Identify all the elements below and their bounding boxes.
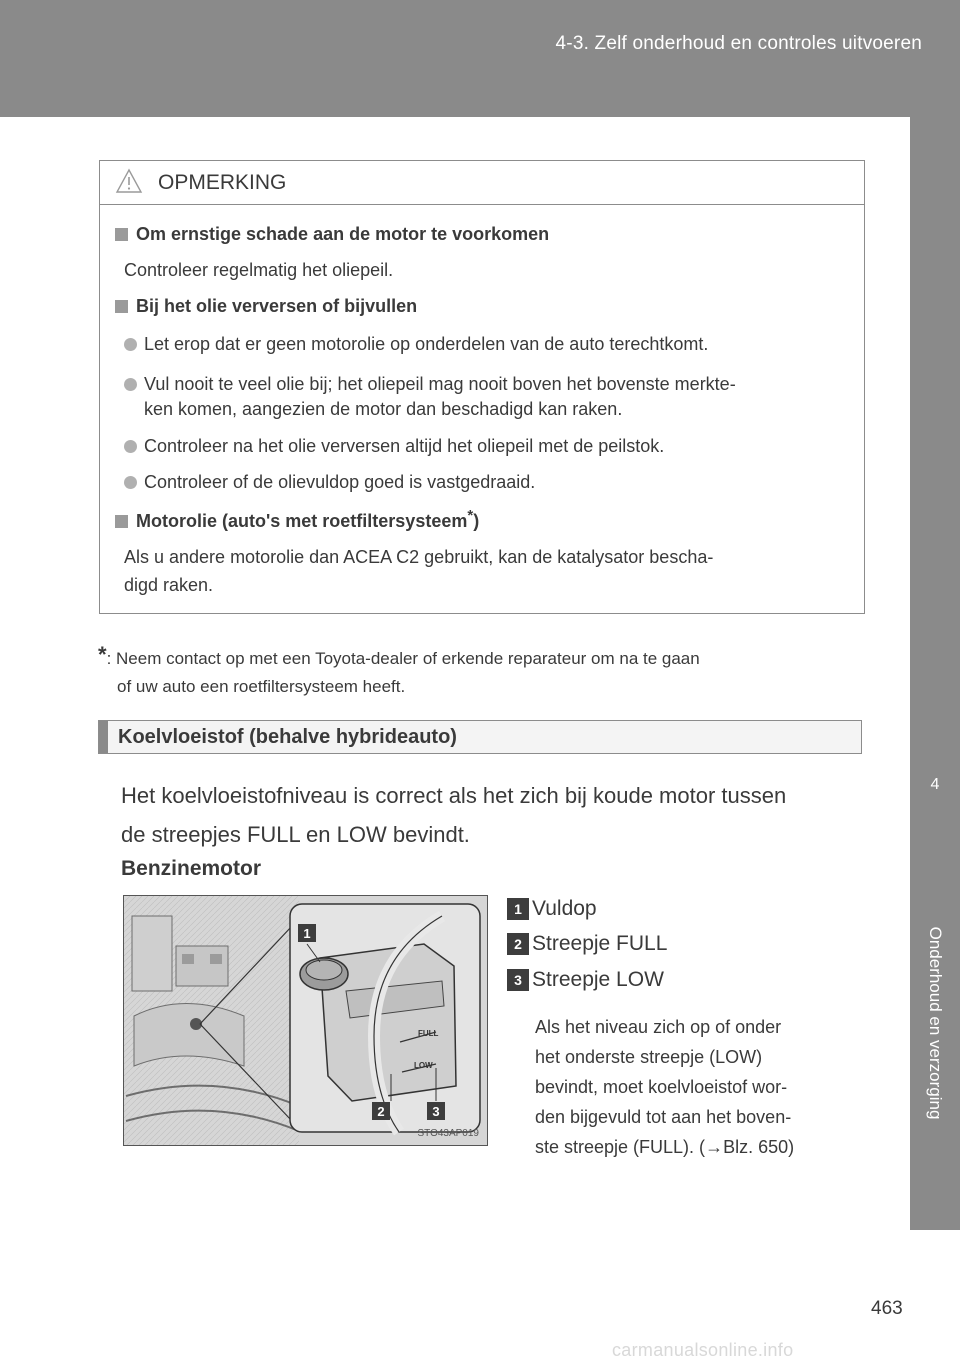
paragraph-line: de streepjes FULL en LOW bevindt.: [121, 822, 470, 847]
engine-bay-drawing: [124, 896, 488, 1146]
watermark: carmanualsonline.info: [612, 1340, 794, 1360]
notice-text: Als u andere motorolie dan ACEA C2 gebruikt, kan de katalysator bescha-: [124, 547, 714, 567]
paragraph-line: Het koelvloeistofniveau is correct als het zich bij koude motor tussen: [121, 783, 787, 808]
page-number: 463: [871, 1298, 903, 1319]
footnote-line: of uw auto een roetfiltersysteem heeft.: [117, 677, 406, 696]
round-bullet-icon: [124, 476, 137, 489]
header-band: [0, 0, 960, 117]
notice-bullet: Controleer of de olievuldop goed is vastgedraaid.: [124, 466, 856, 498]
legend-label: Streepje FULL: [532, 932, 668, 955]
notice-bullet-continued: ken komen, aangezien de motor dan beschadigd kan raken.: [144, 399, 623, 419]
notice-box: [99, 160, 865, 614]
section-paragraph: [121, 776, 861, 854]
notice-text: digd raken.: [124, 575, 214, 595]
notice-bullet: Vul nooit te veel olie bij; het oliepeil mag nooit boven het bovenste merkte-: [124, 368, 856, 400]
square-bullet-icon: [115, 515, 128, 528]
notice-header: [100, 161, 864, 205]
square-bullet-icon: [115, 300, 128, 313]
round-bullet-icon: [124, 338, 137, 351]
section-title: Koelvloeistof (behalve hybrideauto): [118, 726, 457, 748]
callout-number: 2: [507, 933, 529, 955]
round-bullet-icon: [124, 378, 137, 391]
notice-heading: Motorolie (auto's met roetfiltersysteem*): [115, 507, 479, 532]
chapter-label: Onderhoud en verzorging: [926, 926, 945, 1120]
full-mark-label: FULL: [418, 1029, 439, 1038]
section-header: 4-3. Zelf onderhoud en controles uitvoeren: [555, 33, 922, 54]
callout-3-label: 3: [432, 1104, 440, 1119]
callout-2-label: 2: [377, 1104, 385, 1119]
note-line: bevindt, moet koelvloeistof wor-: [535, 1077, 788, 1097]
note-line: ste streepje (FULL). (→Blz. 650): [535, 1137, 795, 1157]
notice-title: OPMERKING: [158, 171, 287, 194]
round-bullet-icon: [124, 440, 137, 453]
notice-text: Controleer regelmatig het oliepeil.: [124, 260, 394, 280]
low-mark-label: LOW: [414, 1061, 433, 1070]
engine-bay-illustration: [123, 895, 488, 1146]
square-bullet-icon: [115, 228, 128, 241]
coolant-note: [535, 1012, 857, 1162]
chapter-number: 4: [910, 753, 960, 816]
note-line: Als het niveau zich op of onder: [535, 1017, 782, 1037]
notice-bullet: Let erop dat er geen motorolie op onderdelen van de auto terechtkomt.: [124, 328, 856, 360]
arrow-right-icon: →: [705, 1137, 724, 1157]
footnote-line: *: Neem contact op met een Toyota-dealer of erkende reparateur om na te gaan: [98, 642, 700, 668]
warning-triangle-icon: [115, 168, 143, 196]
notice-heading: Bij het olie verversen of bijvullen: [115, 296, 417, 317]
legend-item: [507, 968, 664, 992]
chapter-tab: [910, 816, 960, 1230]
figure-code: STO43AP019: [417, 1128, 479, 1139]
legend-label: Streepje LOW: [532, 968, 664, 991]
legend-item: [507, 932, 667, 956]
notice-heading: Om ernstige schade aan de motor te voorkomen: [115, 224, 549, 245]
callout-number: 1: [507, 898, 529, 920]
footnote: [98, 641, 860, 701]
subheading: Benzinemotor: [121, 857, 262, 880]
note-line: den bijgevuld tot aan het boven-: [535, 1107, 792, 1127]
legend-label: Vuldop: [532, 897, 597, 920]
side-tab: [910, 117, 960, 753]
callout-number: 3: [507, 969, 529, 991]
section-heading-bar: [98, 720, 862, 754]
callout-1-label: 1: [303, 926, 311, 941]
note-line: het onderste streepje (LOW): [535, 1047, 763, 1067]
page-reference-link[interactable]: Blz. 650): [723, 1137, 795, 1157]
section-marker: [99, 721, 108, 753]
notice-bullet: Controleer na het olie verversen altijd het oliepeil met de peilstok.: [124, 430, 856, 462]
legend-item: [507, 897, 597, 921]
